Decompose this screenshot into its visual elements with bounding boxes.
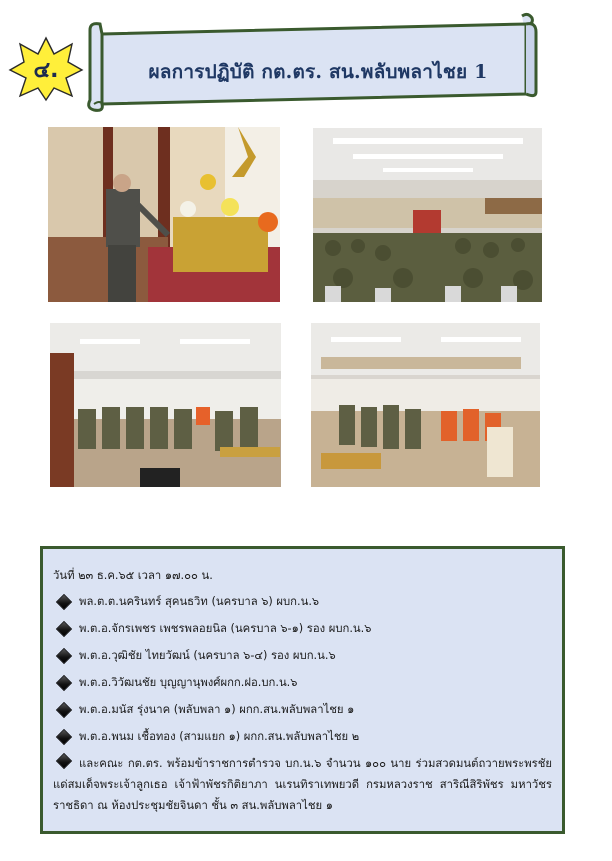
list-item-text: พ.ต.อ.วิวัฒนชัย บุญญานุพงศ์ผกก.ฝอ.บก.น.๖ [79, 676, 298, 689]
diamond-bullet-icon [56, 753, 72, 769]
list-item [53, 591, 552, 613]
list-item-text: พ.ต.อ.พนม เชื้อทอง (สามแยก ๑) ผกก.สน.พลับพลาไชย ๒ [79, 730, 360, 743]
star-badge [8, 36, 84, 102]
list-item-text: พล.ต.ต.นครินทร์ สุคนธวิท (นครบาล ๖) ผบก.น.๖ [79, 595, 320, 608]
diamond-bullet-icon [56, 621, 72, 637]
list-item [53, 726, 552, 748]
diamond-bullet-icon [56, 648, 72, 664]
closing-text: และคณะ กต.ตร. พร้อมข้าราชการตำรวจ บก.น.๖ จำนวน ๑๐๐ นาย ร่วมสวดมนต์ถวายพระพรชัยแด่สมเด็จพระเจ้าลูกเธอ เจ้าฟ้าพัชรกิติยาภา นเรนทิราเทพยวดี กรมหลวงราช สาริณีสิริพัชร มหาวัชรราชธิดา ณ ห้องประชุมชัยจินดา ชั้น ๓ สน.พลับพลาไชย ๑ [53, 757, 552, 812]
diamond-bullet-icon [56, 594, 72, 610]
closing-paragraph [53, 753, 552, 816]
photo-auditorium-wide [313, 128, 542, 302]
list-item [53, 645, 552, 667]
diamond-bullet-icon [56, 729, 72, 745]
photo-altar-ceremony [48, 127, 280, 302]
title-banner [80, 8, 540, 114]
list-item [53, 672, 552, 694]
page-title: ผลการปฏิบัติ กต.ตร. สน.พลับพลาไชย 1 [148, 61, 488, 83]
list-item [53, 618, 552, 640]
list-item-text: พ.ต.อ.วุฒิชัย ไทยวัฒน์ (นครบาล ๖-๔) รอง ผบก.น.๖ [79, 649, 336, 662]
date-line: วันที่ ๒๓ ธ.ค.๖๕ เวลา ๑๗.๐๐ น. [53, 569, 213, 582]
diamond-bullet-icon [56, 702, 72, 718]
list-item-text: พ.ต.อ.จักรเพชร เพชรพลอยนิล (นครบาล ๖-๑) รอง ผบก.น.๖ [79, 622, 372, 635]
diamond-bullet-icon [56, 675, 72, 691]
activity-info-box [40, 546, 565, 834]
section-number: ๔. [33, 57, 59, 83]
list-item-text: พ.ต.อ.มนัส รุ่งนาค (พลับพลา ๑) ผกก.สน.พลับพลาไชย ๑ [79, 703, 355, 716]
photo-front-rows [50, 323, 281, 487]
list-item [53, 699, 552, 721]
photo-meeting-room [311, 323, 540, 487]
